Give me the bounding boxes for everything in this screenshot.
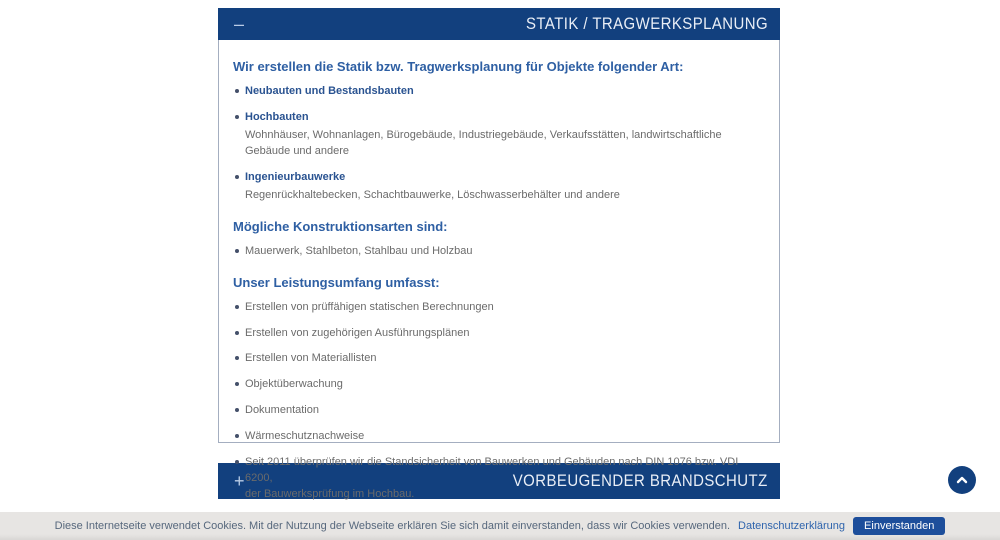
list-item (233, 170, 765, 204)
list-item-label: Ingenieurbauwerke (245, 170, 346, 183)
list-item (233, 84, 765, 100)
panel-title-statik: STATIK / TRAGWERKSPLANUNG (525, 14, 768, 33)
list-item: Erstellen von zugehörigen Ausführungsplänen (233, 326, 765, 342)
cookie-banner (0, 512, 1000, 540)
expand-plus-icon[interactable]: + (234, 471, 245, 491)
chevron-up-icon (955, 473, 969, 487)
section-heading-objekte: Wir erstellen die Statik bzw. Tragwerksplanung für Objekte folgender Art: (233, 59, 684, 74)
list-item: Dokumentation (233, 403, 765, 419)
object-types-list (233, 84, 765, 204)
construction-types-list (233, 244, 765, 260)
list-item: Wärmeschutznachweise (233, 429, 765, 445)
scroll-to-top-button[interactable] (948, 466, 976, 494)
list-item: Objektüberwachung (233, 377, 765, 393)
list-item: Erstellen von prüffähigen statischen Berechnungen (233, 300, 765, 316)
note-line-2: der Bauwerksprüfung im Hochbau. (245, 488, 415, 501)
accordion (218, 8, 780, 499)
section-heading-konstruktionsarten: Mögliche Konstruktionsarten sind: (233, 218, 448, 234)
cookie-message: Diese Internetseite verwendet Cookies. Mit der Nutzung der Webseite erklären Sie sich damit einverstanden, dass wir Cookies verwenden. (54, 520, 731, 532)
accordion-header-statik[interactable] (218, 8, 780, 40)
list-item-label: Hochbauten (245, 110, 309, 123)
list-item-detail: Wohnhäuser, Wohnanlagen, Bürogebäude, Industriegebäude, Verkaufsstätten, landwirtschaftliche Gebäude und andere (245, 128, 722, 157)
privacy-policy-link[interactable]: Datenschutzerklärung (738, 520, 846, 532)
collapse-minus-icon[interactable]: – (234, 14, 245, 34)
list-item: Mauerwerk, Stahlbeton, Stahlbau und Holzbau (233, 244, 765, 260)
list-item-label: Neubauten und Bestandsbauten (245, 85, 414, 97)
list-item-detail: Regenrückhaltebecken, Schachtbauwerke, Löschwasserbehälter und andere (245, 188, 620, 201)
panel-title-brandschutz: VORBEUGENDER BRANDSCHUTZ (513, 471, 768, 490)
section-heading-leistungsumfang: Unser Leistungsumfang umfasst: (233, 274, 440, 290)
list-item (233, 110, 765, 160)
accept-cookies-button[interactable]: Einverstanden (853, 517, 945, 535)
list-item: Erstellen von Materiallisten (233, 351, 765, 367)
note-line-1: Seit 2011 überprüfen wir die Standsicherheit von Bauwerken und Gebäuden nach DIN 1076 bzw. VDI 6200, (245, 456, 739, 485)
